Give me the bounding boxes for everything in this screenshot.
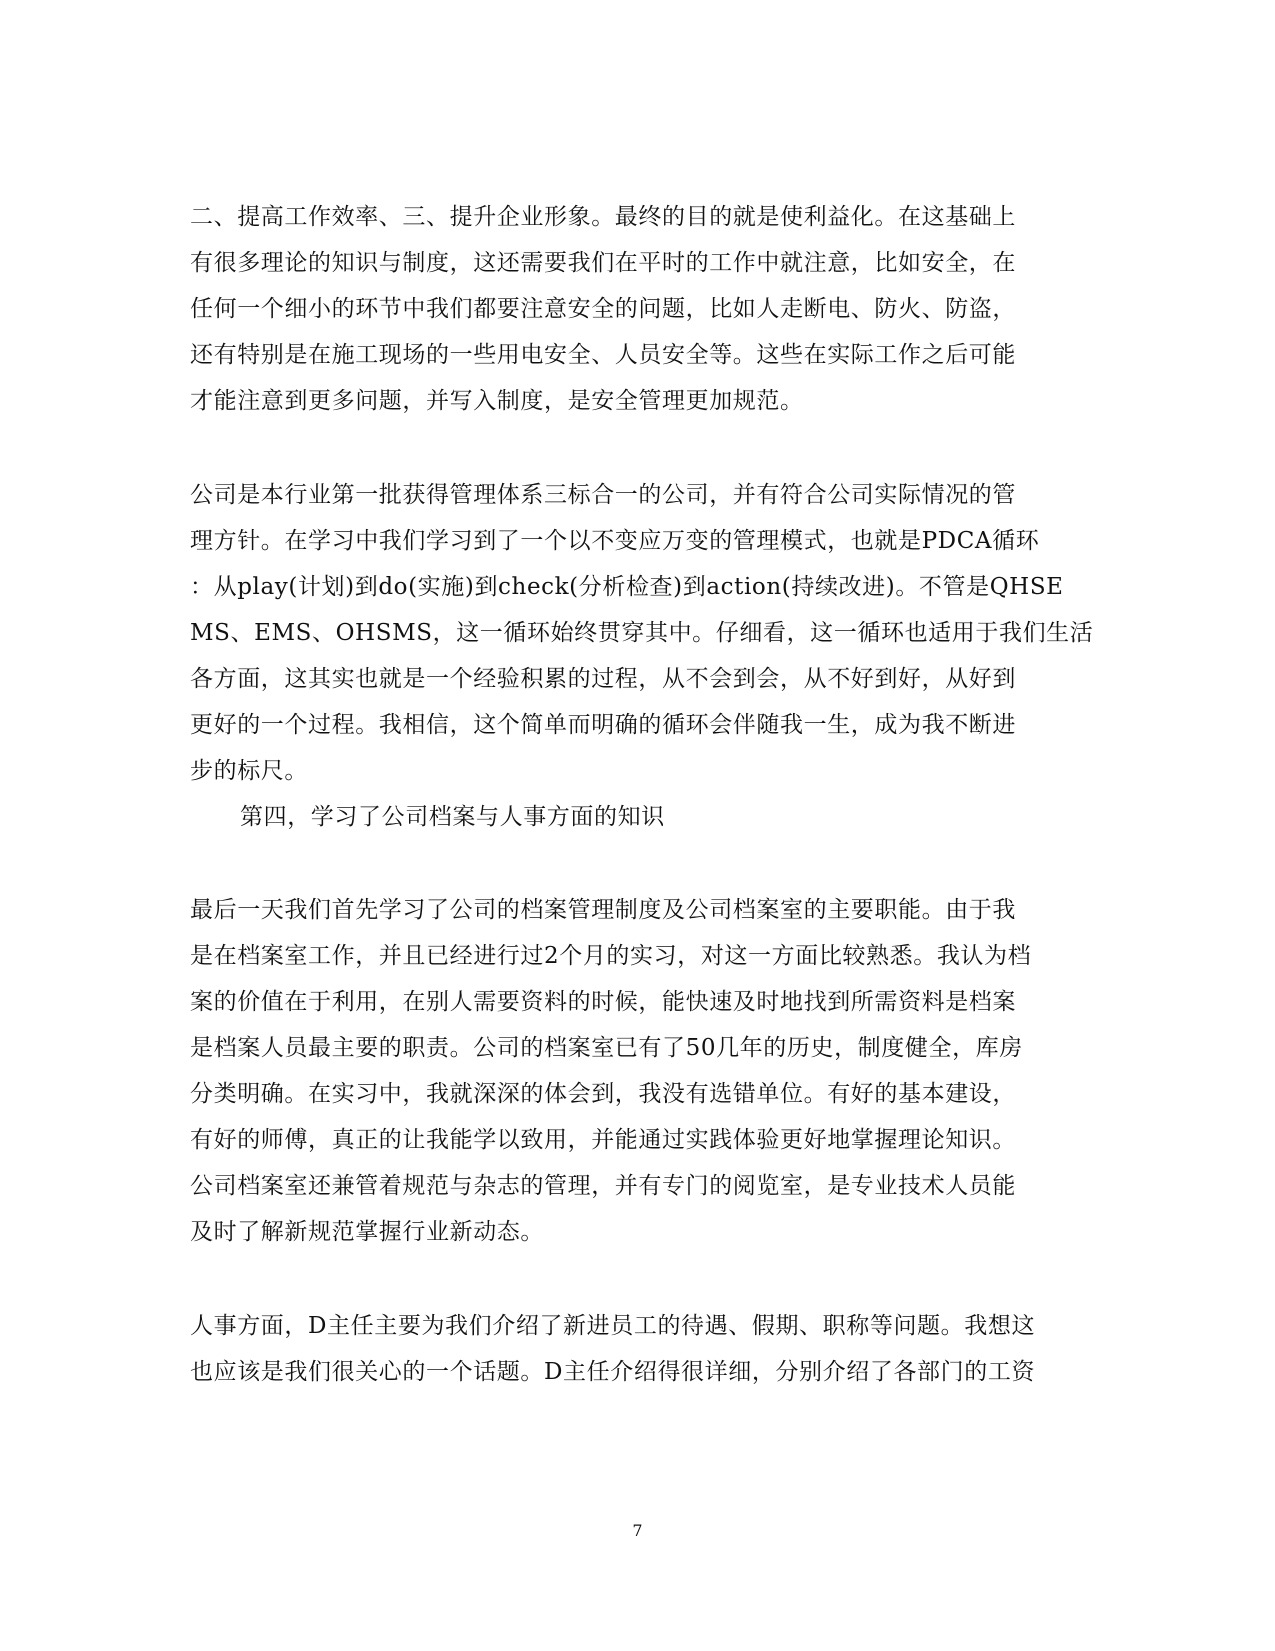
paragraph-4-line-2: 也应该是我们很关心的一个话题。D主任介绍得很详细，分别介绍了各部门的工资 [190,1359,1036,1385]
paragraph-3-line-4: 是档案人员最主要的职责。公司的档案室已有了50几年的历史，制度健全，库房 [190,1035,1023,1061]
section-heading: 第四，学习了公司档案与人事方面的知识 [240,804,665,830]
paragraph-2-line-2: 理方针。在学习中我们学习到了一个以不变应万变的管理模式，也就是PDCA循环 [190,528,1040,554]
paragraph-3-line-1: 最后一天我们首先学习了公司的档案管理制度及公司档案室的主要职能。由于我 [190,897,1016,923]
paragraph-4-line-1: 人事方面，D主任主要为我们介绍了新进员工的待遇、假期、职称等问题。我想这 [190,1313,1036,1339]
paragraph-1-line-1: 二、提高工作效率、三、提升企业形象。最终的目的就是使利益化。在这基础上 [190,204,1016,230]
page-number: 7 [632,1521,643,1540]
paragraph-3-line-8: 及时了解新规范掌握行业新动态。 [190,1219,544,1245]
paragraph-2-line-4: MS、EMS、OHSMS，这一循环始终贯穿其中。仔细看，这一循环也适用于我们生活 [190,620,1094,646]
paragraph-2-line-6: 更好的一个过程。我相信，这个简单而明确的循环会伴随我一生，成为我不断进 [190,712,1016,738]
paragraph-1-line-4: 还有特别是在施工现场的一些用电安全、人员安全等。这些在实际工作之后可能 [190,342,1016,368]
paragraph-2-line-5: 各方面，这其实也就是一个经验积累的过程，从不会到会，从不好到好，从好到 [190,666,1016,692]
paragraph-1-line-3: 任何一个细小的环节中我们都要注意安全的问题，比如人走断电、防火、防盗， [190,296,1016,322]
paragraph-3-line-5: 分类明确。在实习中，我就深深的体会到，我没有选错单位。有好的基本建设， [190,1081,1016,1107]
paragraph-2-line-7: 步的标尺。 [190,758,308,784]
paragraph-3-line-7: 公司档案室还兼管着规范与杂志的管理，并有专门的阅览室，是专业技术人员能 [190,1173,1016,1199]
paragraph-2-line-1: 公司是本行业第一批获得管理体系三标合一的公司，并有符合公司实际情况的管 [190,482,1016,508]
paragraph-2-line-3: ：从play(计划)到do(实施)到check(分析检查)到action(持续改进)。不管是QHSE [190,574,1064,600]
paragraph-3-line-6: 有好的师傅，真正的让我能学以致用，并能通过实践体验更好地掌握理论知识。 [190,1127,1016,1153]
paragraph-1-line-5: 才能注意到更多问题，并写入制度，是安全管理更加规范。 [190,388,804,414]
paragraph-3-line-2: 是在档案室工作，并且已经进行过2个月的实习，对这一方面比较熟悉。我认为档 [190,943,1032,969]
paragraph-3-line-3: 案的价值在于利用，在别人需要资料的时候，能快速及时地找到所需资料是档案 [190,989,1016,1015]
paragraph-1-line-2: 有很多理论的知识与制度，这还需要我们在平时的工作中就注意，比如安全，在 [190,250,1016,276]
